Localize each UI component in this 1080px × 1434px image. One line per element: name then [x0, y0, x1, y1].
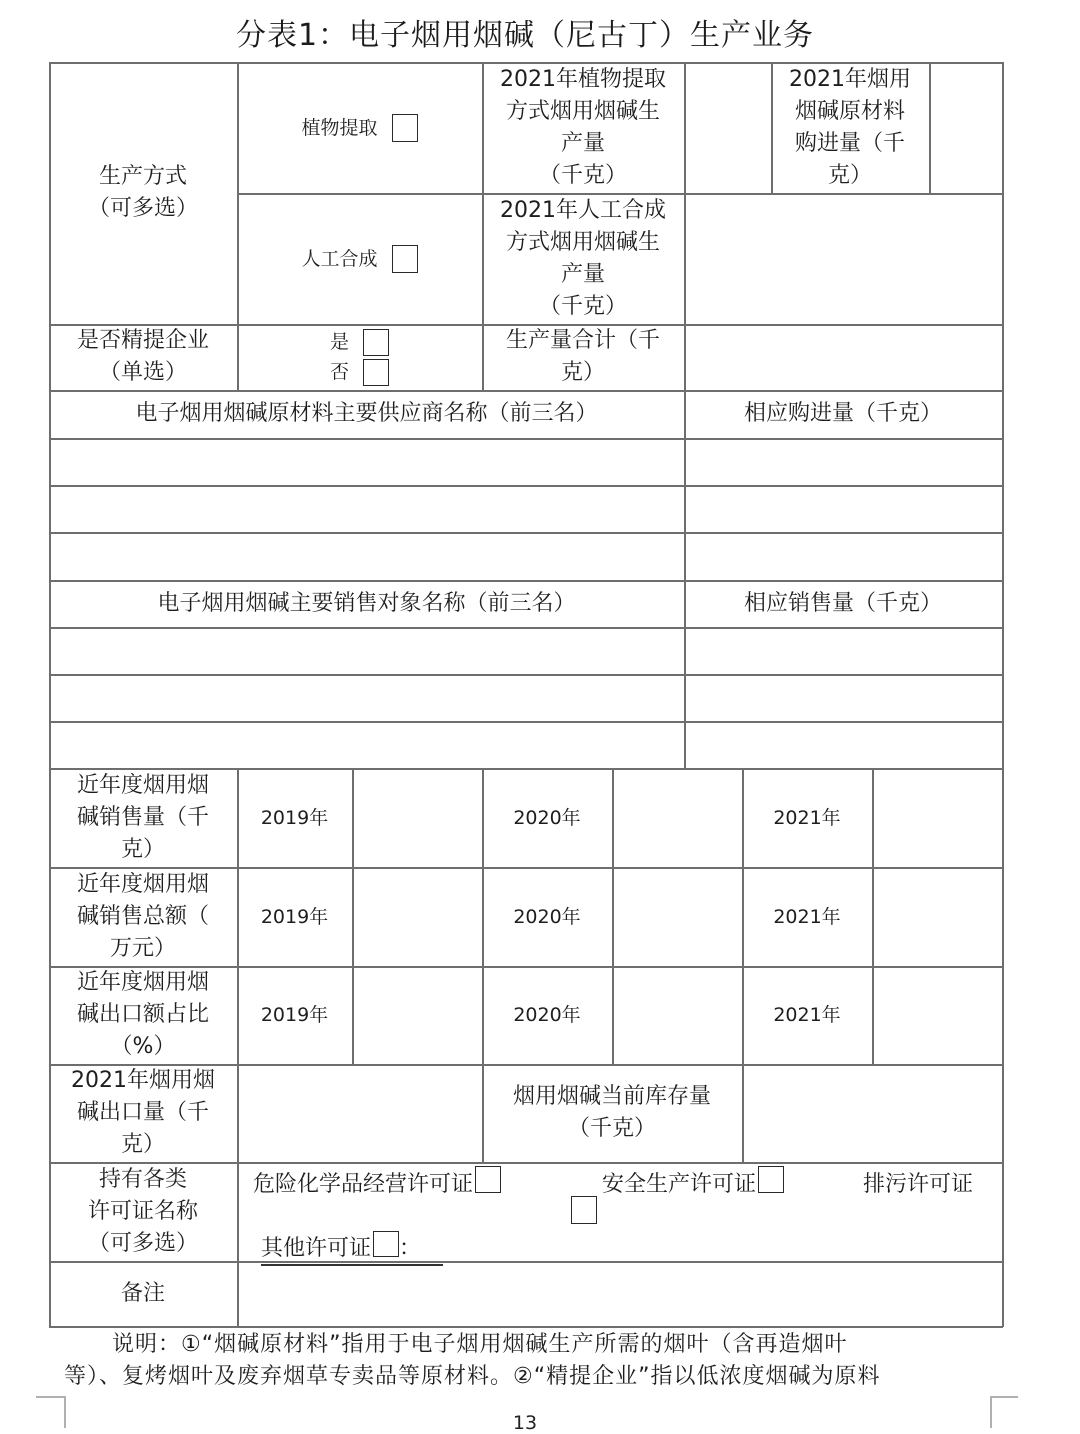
- label-line: 许可证名称: [87, 1198, 198, 1224]
- option-plant-label: 植物提取: [301, 116, 378, 139]
- suppliers-amount-header: 相应购进量（千克）: [743, 401, 942, 426]
- supplier-name-input-3[interactable]: [49, 532, 684, 580]
- label-line: 2021年烟用: [789, 66, 911, 92]
- supplier-amount-input-2[interactable]: [684, 485, 1002, 532]
- label-line: 克）: [560, 360, 605, 385]
- other-license-label: 其他许可证: [261, 1235, 372, 1261]
- pollutant-discharge-checkbox[interactable]: [571, 1196, 597, 1224]
- suppliers-name-header: 电子烟用烟碱原材料主要供应商名称（前三名）: [135, 401, 598, 426]
- label-line: 方式烟用烟碱生: [505, 229, 660, 255]
- sales-amount-2021-input[interactable]: [872, 867, 1002, 966]
- label-line: 产量: [560, 261, 605, 287]
- other-license-colon: ：: [399, 1235, 422, 1261]
- hazardous-chemicals-label: 危险化学品经营许可证: [253, 1171, 474, 1197]
- year-label: 2019年: [260, 1004, 329, 1026]
- production-method-label: [49, 62, 237, 324]
- label-line: 产量: [560, 130, 605, 156]
- label-line: 碱销售量（千: [76, 804, 209, 830]
- licenses-label: [49, 1162, 237, 1261]
- label-line: 2021年人工合成: [500, 197, 666, 223]
- sales-volume-label: [49, 768, 237, 867]
- supplier-name-input-2[interactable]: [49, 485, 684, 532]
- label-line: 近年度烟用烟: [76, 772, 209, 798]
- label-line: 克）: [120, 1132, 165, 1157]
- label-line: （可多选）: [87, 1230, 198, 1256]
- export-share-2020-input[interactable]: [612, 966, 742, 1064]
- option-plant-extraction: [237, 62, 482, 193]
- total-output-input[interactable]: [684, 324, 1002, 390]
- supplier-name-input-1[interactable]: [49, 438, 684, 485]
- plant-output-label: [482, 62, 684, 193]
- label-line: （千克）: [538, 293, 627, 319]
- customer-name-input-1[interactable]: [49, 627, 684, 674]
- sales-amount-2020-input[interactable]: [612, 867, 742, 966]
- option-synthetic-label: 人工合成: [301, 247, 378, 270]
- pollutant-discharge-label: 排污许可证: [863, 1171, 974, 1197]
- year-label: 2019年: [260, 806, 329, 829]
- label-line: （可多选）: [87, 196, 198, 221]
- export-share-label: [49, 966, 237, 1064]
- label-line: （千克）: [538, 162, 627, 188]
- label-line: （单选）: [98, 360, 187, 385]
- year-label: 2021年: [773, 806, 841, 829]
- remarks-label: 备注: [120, 1280, 165, 1306]
- plant-output-input[interactable]: [684, 62, 771, 193]
- label-line: 生产方式: [98, 164, 187, 189]
- option-synthetic: [237, 193, 482, 324]
- refining-enterprise-options: [237, 324, 482, 390]
- license-pollutant-discharge: [863, 1166, 973, 1198]
- label-line: 万元）: [109, 935, 176, 961]
- sales-volume-2019-input[interactable]: [352, 768, 482, 867]
- export-share-2019-input[interactable]: [352, 966, 482, 1064]
- label-line: 是否精提企业: [76, 328, 209, 353]
- label-line: （千克）: [567, 1116, 656, 1141]
- sales-amount-label: [49, 867, 237, 966]
- year-label: 2021年: [773, 905, 841, 928]
- export-share-2021-input[interactable]: [872, 966, 1002, 1064]
- sales-volume-2020-input[interactable]: [612, 768, 742, 867]
- plant-extraction-checkbox[interactable]: [392, 114, 418, 142]
- license-hazardous-chemicals: [253, 1166, 501, 1198]
- year-label: 2019年: [260, 905, 329, 928]
- license-other: [261, 1230, 421, 1262]
- remarks-input[interactable]: [237, 1261, 1002, 1326]
- no-checkbox[interactable]: [363, 359, 389, 386]
- label-line: 克）: [120, 836, 165, 862]
- label-line: 碱销售总额（: [76, 903, 209, 929]
- sales-amount-2019-input[interactable]: [352, 867, 482, 966]
- page-title: 分表1：电子烟用烟碱（尼古丁）生产业务: [235, 18, 815, 53]
- option-yes-label: 是: [329, 331, 349, 353]
- other-license-checkbox[interactable]: [373, 1231, 399, 1257]
- label-line: 碱出口额占比: [76, 1002, 209, 1027]
- synthetic-checkbox[interactable]: [392, 245, 418, 273]
- synthetic-output-label: [482, 193, 684, 324]
- raw-material-purchase-label: [771, 62, 929, 193]
- option-no: [330, 357, 389, 387]
- year-label: 2021年: [773, 1004, 841, 1026]
- customer-name-input-2[interactable]: [49, 674, 684, 721]
- customers-amount-header: 相应销售量（千克）: [743, 590, 942, 616]
- supplier-amount-input-1[interactable]: [684, 438, 1002, 485]
- label-line: 烟用烟碱当前库存量: [512, 1084, 711, 1109]
- inventory-label: [482, 1064, 742, 1162]
- customer-amount-input-2[interactable]: [684, 674, 1002, 721]
- sales-volume-2021-input[interactable]: [872, 768, 1002, 867]
- year-label: 2020年: [513, 1004, 581, 1026]
- customer-amount-input-3[interactable]: [684, 721, 1002, 768]
- hazardous-chemicals-checkbox[interactable]: [475, 1166, 501, 1193]
- label-line: 购进量（千: [794, 130, 905, 156]
- note-line-1: 说明：①“烟碱原材料”指用于电子烟用烟碱生产所需的烟叶（含再造烟叶: [112, 1332, 848, 1357]
- page-number: 13: [512, 1412, 538, 1434]
- label-line: 2021年烟用烟: [71, 1068, 215, 1093]
- yes-checkbox[interactable]: [363, 329, 389, 356]
- label-line: 方式烟用烟碱生: [505, 98, 660, 124]
- safety-production-checkbox[interactable]: [758, 1166, 784, 1193]
- inventory-input[interactable]: [742, 1064, 1002, 1162]
- option-no-label: 否: [329, 361, 349, 383]
- license-safety-production: [602, 1166, 784, 1198]
- label-line: 碱出口量（千: [76, 1100, 209, 1125]
- refining-enterprise-label: [49, 324, 237, 390]
- total-output-label: [482, 324, 684, 390]
- customers-name-header: 电子烟用烟碱主要销售对象名称（前三名）: [157, 590, 576, 616]
- label-line: 生产量合计（千: [505, 328, 660, 353]
- label-line: 烟碱原材料: [794, 98, 905, 124]
- year-label: 2020年: [513, 905, 581, 928]
- export-volume-label: [49, 1064, 237, 1162]
- raw-material-purchase-input[interactable]: [929, 62, 1002, 193]
- label-line: 2021年植物提取: [500, 66, 666, 92]
- label-line: 近年度烟用烟: [76, 871, 209, 897]
- export-volume-input[interactable]: [237, 1064, 482, 1162]
- label-line: 近年度烟用烟: [76, 970, 209, 995]
- customer-name-input-3[interactable]: [49, 721, 684, 768]
- label-line: （%）: [110, 1034, 176, 1059]
- option-yes: [330, 327, 389, 357]
- supplier-amount-input-3[interactable]: [684, 532, 1002, 580]
- year-label: 2020年: [513, 806, 581, 829]
- customer-amount-input-1[interactable]: [684, 627, 1002, 674]
- synthetic-output-input[interactable]: [684, 193, 1002, 324]
- label-line: 克）: [827, 162, 872, 188]
- safety-production-label: 安全生产许可证: [602, 1171, 757, 1197]
- label-line: 持有各类: [98, 1166, 187, 1192]
- note-line-2: 等）、复烤烟叶及废弃烟草专卖品等原材料。②“精提企业”指以低浓度烟碱为原料: [64, 1364, 881, 1389]
